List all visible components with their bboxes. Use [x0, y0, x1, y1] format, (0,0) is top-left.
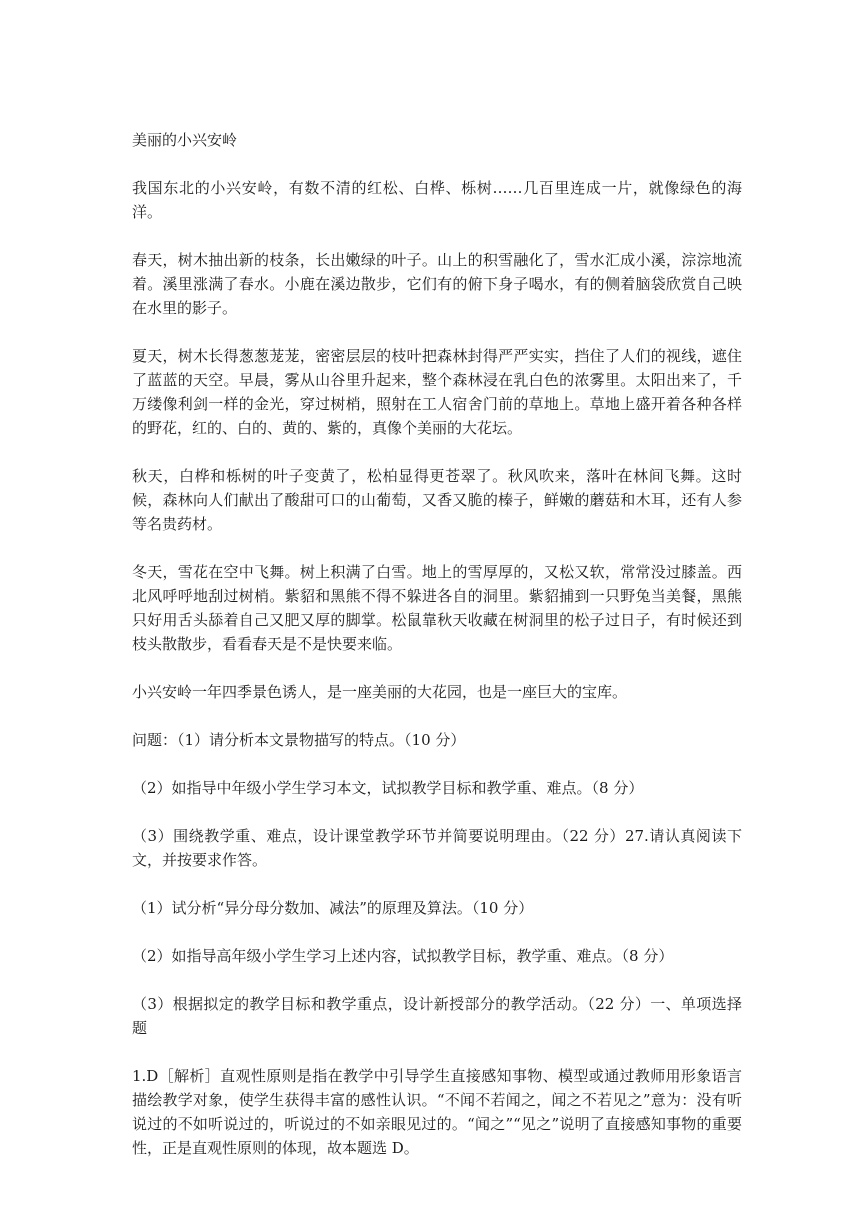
question-2: （2）如指导中年级小学生学习本文，试拟教学目标和教学重、难点。（8 分）: [132, 779, 644, 797]
paragraph-spring: 春天，树木抽出新的枝条，长出嫩绿的叶子。山上的积雪融化了，雪水汇成小溪，淙淙地流着。溪里涨满了春水。小鹿在溪边散步，它们有的俯下身子喝水，有的侧着脑袋欣赏自己映在水里的影子。: [132, 251, 742, 317]
question-3: （3）围绕教学重、难点，设计课堂教学环节并简要说明理由。（22 分）27.请认真阅读下文，并按要求作答。: [132, 827, 742, 869]
document-title: 美丽的小兴安岭: [132, 131, 238, 149]
document-body: [132, 128, 742, 1184]
paragraph-autumn: 秋天，白桦和栎树的叶子变黄了，松柏显得更苍翠了。秋风吹来，落叶在林间飞舞。这时候，森林向人们献出了酸甜可口的山葡萄，又香又脆的榛子，鲜嫩的蘑菇和木耳，还有人参等名贵药材。: [132, 467, 742, 533]
paragraph-intro: 我国东北的小兴安岭，有数不清的红松、白桦、栎树……几百里连成一片，就像绿色的海洋。: [132, 179, 742, 221]
question-27-1: （1）试分析“异分母分数加、减法”的原理及算法。（10 分）: [132, 899, 534, 917]
question-27-3: （3）根据拟定的教学目标和教学重点，设计新授部分的教学活动。（22 分）一、单项选择题: [132, 995, 742, 1037]
paragraph-summer: 夏天，树木长得葱葱茏茏，密密层层的枝叶把森林封得严严实实，挡住了人们的视线，遮住了蓝蓝的天空。早晨，雾从山谷里升起来，整个森林浸在乳白色的浓雾里。太阳出来了，千万缕像利剑一样的金光，穿过树梢，照射在工人宿舍门前的草地上。草地上盛开着各种各样的野花，红的、白的、黄的、紫的，真像个美丽的大花坛。: [132, 347, 742, 437]
question-27-2: （2）如指导高年级小学生学习上述内容，试拟教学目标，教学重、难点。（8 分）: [132, 947, 674, 965]
answer-1: 1.D［解析］直观性原则是指在教学中引导学生直接感知事物、模型或通过教师用形象语言描绘教学对象，使学生获得丰富的感性认识。“不闻不若闻之，闻之不若见之”意为：没有听说过的不如听说过的，听说过的不如亲眼见过的。“闻之”“见之”说明了直接感知事物的重要性，正是直观性原则的体现，故本题选 D。: [132, 1067, 742, 1157]
paragraph-winter: 冬天，雪花在空中飞舞。树上积满了白雪。地上的雪厚厚的，又松又软，常常没过膝盖。西北风呼呼地刮过树梢。紫貂和黑熊不得不躲进各自的洞里。紫貂捕到一只野兔当美餐，黑熊只好用舌头舔着自己又肥又厚的脚掌。松鼠靠秋天收藏在树洞里的松子过日子，有时候还到枝头散散步，看看春天是不是快要来临。: [132, 563, 742, 653]
paragraph-conclusion: 小兴安岭一年四季景色诱人，是一座美丽的大花园，也是一座巨大的宝库。: [132, 683, 628, 701]
question-1: 问题：（1）请分析本文景物描写的特点。（10 分）: [132, 731, 466, 749]
